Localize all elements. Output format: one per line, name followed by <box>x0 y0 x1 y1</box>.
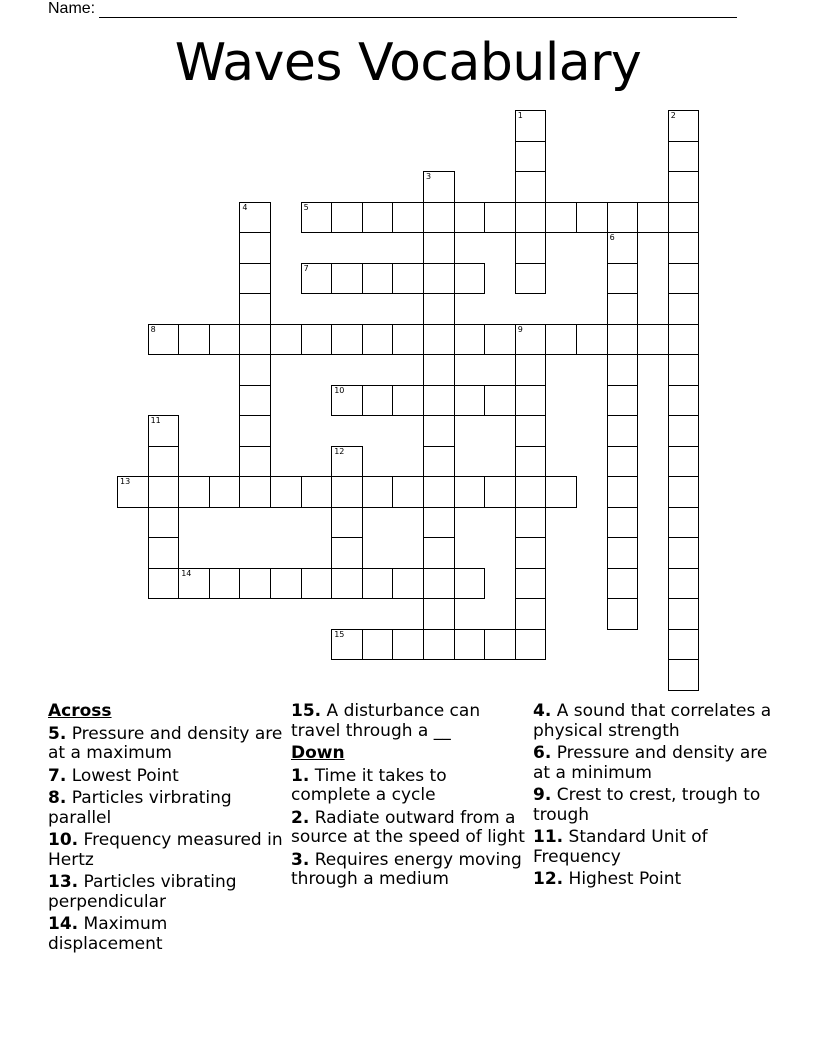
crossword-cell[interactable] <box>515 232 547 264</box>
crossword-cell[interactable] <box>515 568 547 600</box>
crossword-cell[interactable] <box>545 324 577 356</box>
crossword-cell[interactable] <box>607 232 639 264</box>
crossword-cell[interactable] <box>178 476 210 508</box>
clue-number: 15 <box>334 629 345 639</box>
crossword-cell[interactable] <box>576 324 608 356</box>
crossword-cell[interactable] <box>270 568 302 600</box>
crossword-cell[interactable] <box>423 324 455 356</box>
crossword-cell[interactable] <box>607 415 639 447</box>
crossword-cell[interactable] <box>515 263 547 295</box>
crossword-cell[interactable] <box>148 476 180 508</box>
crossword-cell[interactable] <box>515 202 547 234</box>
crossword-cell[interactable] <box>239 476 271 508</box>
crossword-cell[interactable] <box>515 415 547 447</box>
clues-column-3 <box>533 702 773 893</box>
crossword-cell[interactable] <box>668 507 700 539</box>
crossword-cell[interactable] <box>607 324 639 356</box>
crossword-cell[interactable] <box>148 507 180 539</box>
crossword-cell[interactable] <box>668 293 700 325</box>
clues-column-2 <box>291 702 527 893</box>
clue-number: 9 <box>517 324 523 334</box>
crossword-cell[interactable] <box>607 476 639 508</box>
clue-across-13: 13. Particles vibrating perpendicular <box>48 872 237 912</box>
crossword-cell[interactable] <box>423 507 455 539</box>
clue-number: 2 <box>670 111 676 120</box>
crossword-cell[interactable] <box>607 354 639 386</box>
crossword-cell[interactable] <box>668 415 700 447</box>
clue-number: 1 <box>517 111 523 120</box>
crossword-cell[interactable] <box>515 629 547 661</box>
crossword-cell[interactable] <box>668 385 700 417</box>
crossword-cell[interactable] <box>423 629 455 661</box>
crossword-cell[interactable] <box>454 476 486 508</box>
crossword-cell[interactable] <box>423 354 455 386</box>
crossword-cell[interactable] <box>209 324 241 356</box>
crossword-cell[interactable] <box>607 202 639 234</box>
crossword-cell[interactable] <box>607 537 639 569</box>
crossword-cell[interactable] <box>668 141 700 173</box>
crossword-cell[interactable] <box>454 324 486 356</box>
crossword-cell[interactable] <box>423 171 455 203</box>
crossword-cell[interactable] <box>392 385 424 417</box>
crossword-cell[interactable] <box>148 446 180 478</box>
crossword-cell[interactable] <box>239 293 271 325</box>
crossword-cell[interactable] <box>331 385 363 417</box>
clue-across-7: 7. Lowest Point <box>48 765 179 786</box>
crossword-cell[interactable] <box>668 202 700 234</box>
clue-down-6: 6. Pressure and density are at a minimum <box>533 743 768 783</box>
crossword-cell[interactable] <box>607 598 639 630</box>
crossword-cell[interactable] <box>607 446 639 478</box>
crossword-cell[interactable] <box>362 202 394 234</box>
clue-across-8: 8. Particles virbrating parallel <box>48 788 232 828</box>
clue-number: 14 <box>181 568 192 578</box>
crossword-cell[interactable] <box>331 507 363 539</box>
crossword-cell[interactable] <box>515 110 547 142</box>
crossword-cell[interactable] <box>392 629 424 661</box>
crossword-cell[interactable] <box>239 324 271 356</box>
crossword-cell[interactable] <box>423 293 455 325</box>
down-heading: Down <box>291 743 345 763</box>
clue-down-3: 3. Requires energy moving through a medium <box>291 849 522 889</box>
crossword-cell[interactable] <box>454 568 486 600</box>
crossword-cell[interactable] <box>515 476 547 508</box>
crossword-cell[interactable] <box>239 385 271 417</box>
crossword-cell[interactable] <box>454 202 486 234</box>
crossword-cell[interactable] <box>607 263 639 295</box>
crossword-cell[interactable] <box>301 324 333 356</box>
crossword-cell[interactable] <box>392 568 424 600</box>
crossword-cell[interactable] <box>239 354 271 386</box>
clue-number: 3 <box>426 172 432 181</box>
crossword-cell[interactable] <box>423 385 455 417</box>
crossword-cell[interactable] <box>331 324 363 356</box>
crossword-cell[interactable] <box>515 537 547 569</box>
clue-across-10: 10. Frequency measured in Hertz <box>48 830 283 870</box>
crossword-cell[interactable] <box>423 598 455 630</box>
across-heading: Across <box>48 701 112 721</box>
crossword-cell[interactable] <box>668 232 700 264</box>
clue-across-14: 14. Maximum displacement <box>48 914 168 954</box>
crossword-cell[interactable] <box>331 446 363 478</box>
crossword-cell[interactable] <box>668 354 700 386</box>
crossword-cell[interactable] <box>331 568 363 600</box>
crossword-cell[interactable] <box>423 202 455 234</box>
crossword-cell[interactable] <box>668 110 700 142</box>
crossword-cell[interactable] <box>637 324 669 356</box>
crossword-cell[interactable] <box>331 202 363 234</box>
clue-across-5: 5. Pressure and density are at a maximum <box>48 723 283 763</box>
crossword-cell[interactable] <box>515 354 547 386</box>
crossword-cell[interactable] <box>515 446 547 478</box>
crossword-cell[interactable] <box>423 568 455 600</box>
clue-number: 5 <box>303 202 309 212</box>
crossword-cell[interactable] <box>331 476 363 508</box>
clue-number: 10 <box>334 385 345 395</box>
crossword-cell[interactable] <box>668 568 700 600</box>
crossword-cell[interactable] <box>637 202 669 234</box>
crossword-cell[interactable] <box>362 476 394 508</box>
crossword-cell[interactable] <box>668 171 700 203</box>
crossword-cell[interactable] <box>484 629 516 661</box>
crossword-cell[interactable] <box>209 476 241 508</box>
crossword-cell[interactable] <box>454 629 486 661</box>
clue-down-12: 12. Highest Point <box>533 869 682 889</box>
crossword-cell[interactable] <box>362 568 394 600</box>
crossword-cell[interactable] <box>668 629 700 661</box>
name-label: Name: <box>48 0 96 17</box>
crossword-cell[interactable] <box>301 263 333 295</box>
crossword-cell[interactable] <box>668 263 700 295</box>
crossword-cell[interactable] <box>239 568 271 600</box>
clue-down-2: 2. Radiate outward from a source at the speed of light <box>291 807 525 847</box>
crossword-cell[interactable] <box>423 232 455 264</box>
crossword-cell[interactable] <box>607 507 639 539</box>
crossword-cell[interactable] <box>392 202 424 234</box>
clue-down-4: 4. A sound that correlates a physical strength <box>533 701 772 741</box>
crossword-cell[interactable] <box>270 476 302 508</box>
crossword-cell[interactable] <box>148 568 180 600</box>
crossword-cell[interactable] <box>331 537 363 569</box>
crossword-cell[interactable] <box>607 293 639 325</box>
crossword-cell[interactable] <box>239 232 271 264</box>
clue-number: 4 <box>242 202 248 212</box>
crossword-cell[interactable] <box>515 141 547 173</box>
crossword-cell[interactable] <box>423 476 455 508</box>
crossword-cell[interactable] <box>484 202 516 234</box>
crossword-cell[interactable] <box>576 202 608 234</box>
crossword-cell[interactable] <box>423 446 455 478</box>
crossword-cell[interactable] <box>239 415 271 447</box>
clue-across-15: 15. A disturbance can travel through a __ <box>291 701 481 741</box>
crossword-cell[interactable] <box>178 568 210 600</box>
crossword-cell[interactable] <box>607 385 639 417</box>
crossword-cell[interactable] <box>668 476 700 508</box>
crossword-cell[interactable] <box>515 507 547 539</box>
crossword-cell[interactable] <box>545 476 577 508</box>
crossword-cell[interactable] <box>515 598 547 630</box>
crossword-cell[interactable] <box>515 385 547 417</box>
crossword-cell[interactable] <box>668 598 700 630</box>
crossword-cell[interactable] <box>362 385 394 417</box>
crossword-cell[interactable] <box>454 263 486 295</box>
clue-number: 7 <box>303 263 309 273</box>
crossword-cell[interactable] <box>148 324 180 356</box>
crossword-cell[interactable] <box>484 385 516 417</box>
crossword-cell[interactable] <box>117 476 149 508</box>
crossword-cell[interactable] <box>270 324 302 356</box>
crossword-cell[interactable] <box>515 324 547 356</box>
clue-down-1: 1. Time it takes to complete a cycle <box>291 765 447 805</box>
clue-number: 12 <box>334 446 345 456</box>
crossword-cell[interactable] <box>668 659 700 691</box>
clues-column-1 <box>48 702 283 957</box>
clue-number: 8 <box>150 324 156 334</box>
crossword-cell[interactable] <box>239 202 271 234</box>
crossword-cell[interactable] <box>515 171 547 203</box>
crossword-cell[interactable] <box>392 263 424 295</box>
crossword-cell[interactable] <box>148 415 180 447</box>
crossword-cell[interactable] <box>301 476 333 508</box>
crossword-cell[interactable] <box>239 263 271 295</box>
clue-down-9: 9. Crest to crest, trough to trough <box>533 785 761 825</box>
crossword-cell[interactable] <box>239 446 271 478</box>
page-title: Waves Vocabulary <box>174 33 642 93</box>
crossword-cell[interactable] <box>178 324 210 356</box>
crossword-cell[interactable] <box>423 537 455 569</box>
crossword-cell[interactable] <box>331 629 363 661</box>
crossword-cell[interactable] <box>454 385 486 417</box>
clue-number: 6 <box>609 233 615 242</box>
crossword-cell[interactable] <box>148 537 180 569</box>
crossword-cell[interactable] <box>668 446 700 478</box>
crossword-cell[interactable] <box>423 415 455 447</box>
clue-number: 11 <box>150 416 161 425</box>
crossword-cell[interactable] <box>362 629 394 661</box>
crossword-cell[interactable] <box>668 537 700 569</box>
crossword-cell[interactable] <box>484 476 516 508</box>
crossword-cell[interactable] <box>301 568 333 600</box>
crossword-cell[interactable] <box>362 263 394 295</box>
crossword-cell[interactable] <box>331 263 363 295</box>
crossword-cell[interactable] <box>668 324 700 356</box>
crossword-cell[interactable] <box>392 324 424 356</box>
crossword-cell[interactable] <box>484 324 516 356</box>
crossword-cell[interactable] <box>301 202 333 234</box>
crossword-cell[interactable] <box>607 568 639 600</box>
crossword-cell[interactable] <box>362 324 394 356</box>
crossword-cell[interactable] <box>209 568 241 600</box>
crossword-cell[interactable] <box>545 202 577 234</box>
crossword-cell[interactable] <box>423 263 455 295</box>
clue-number: 13 <box>120 477 131 486</box>
clue-down-11: 11. Standard Unit of Frequency <box>533 827 708 867</box>
crossword-cell[interactable] <box>392 476 424 508</box>
